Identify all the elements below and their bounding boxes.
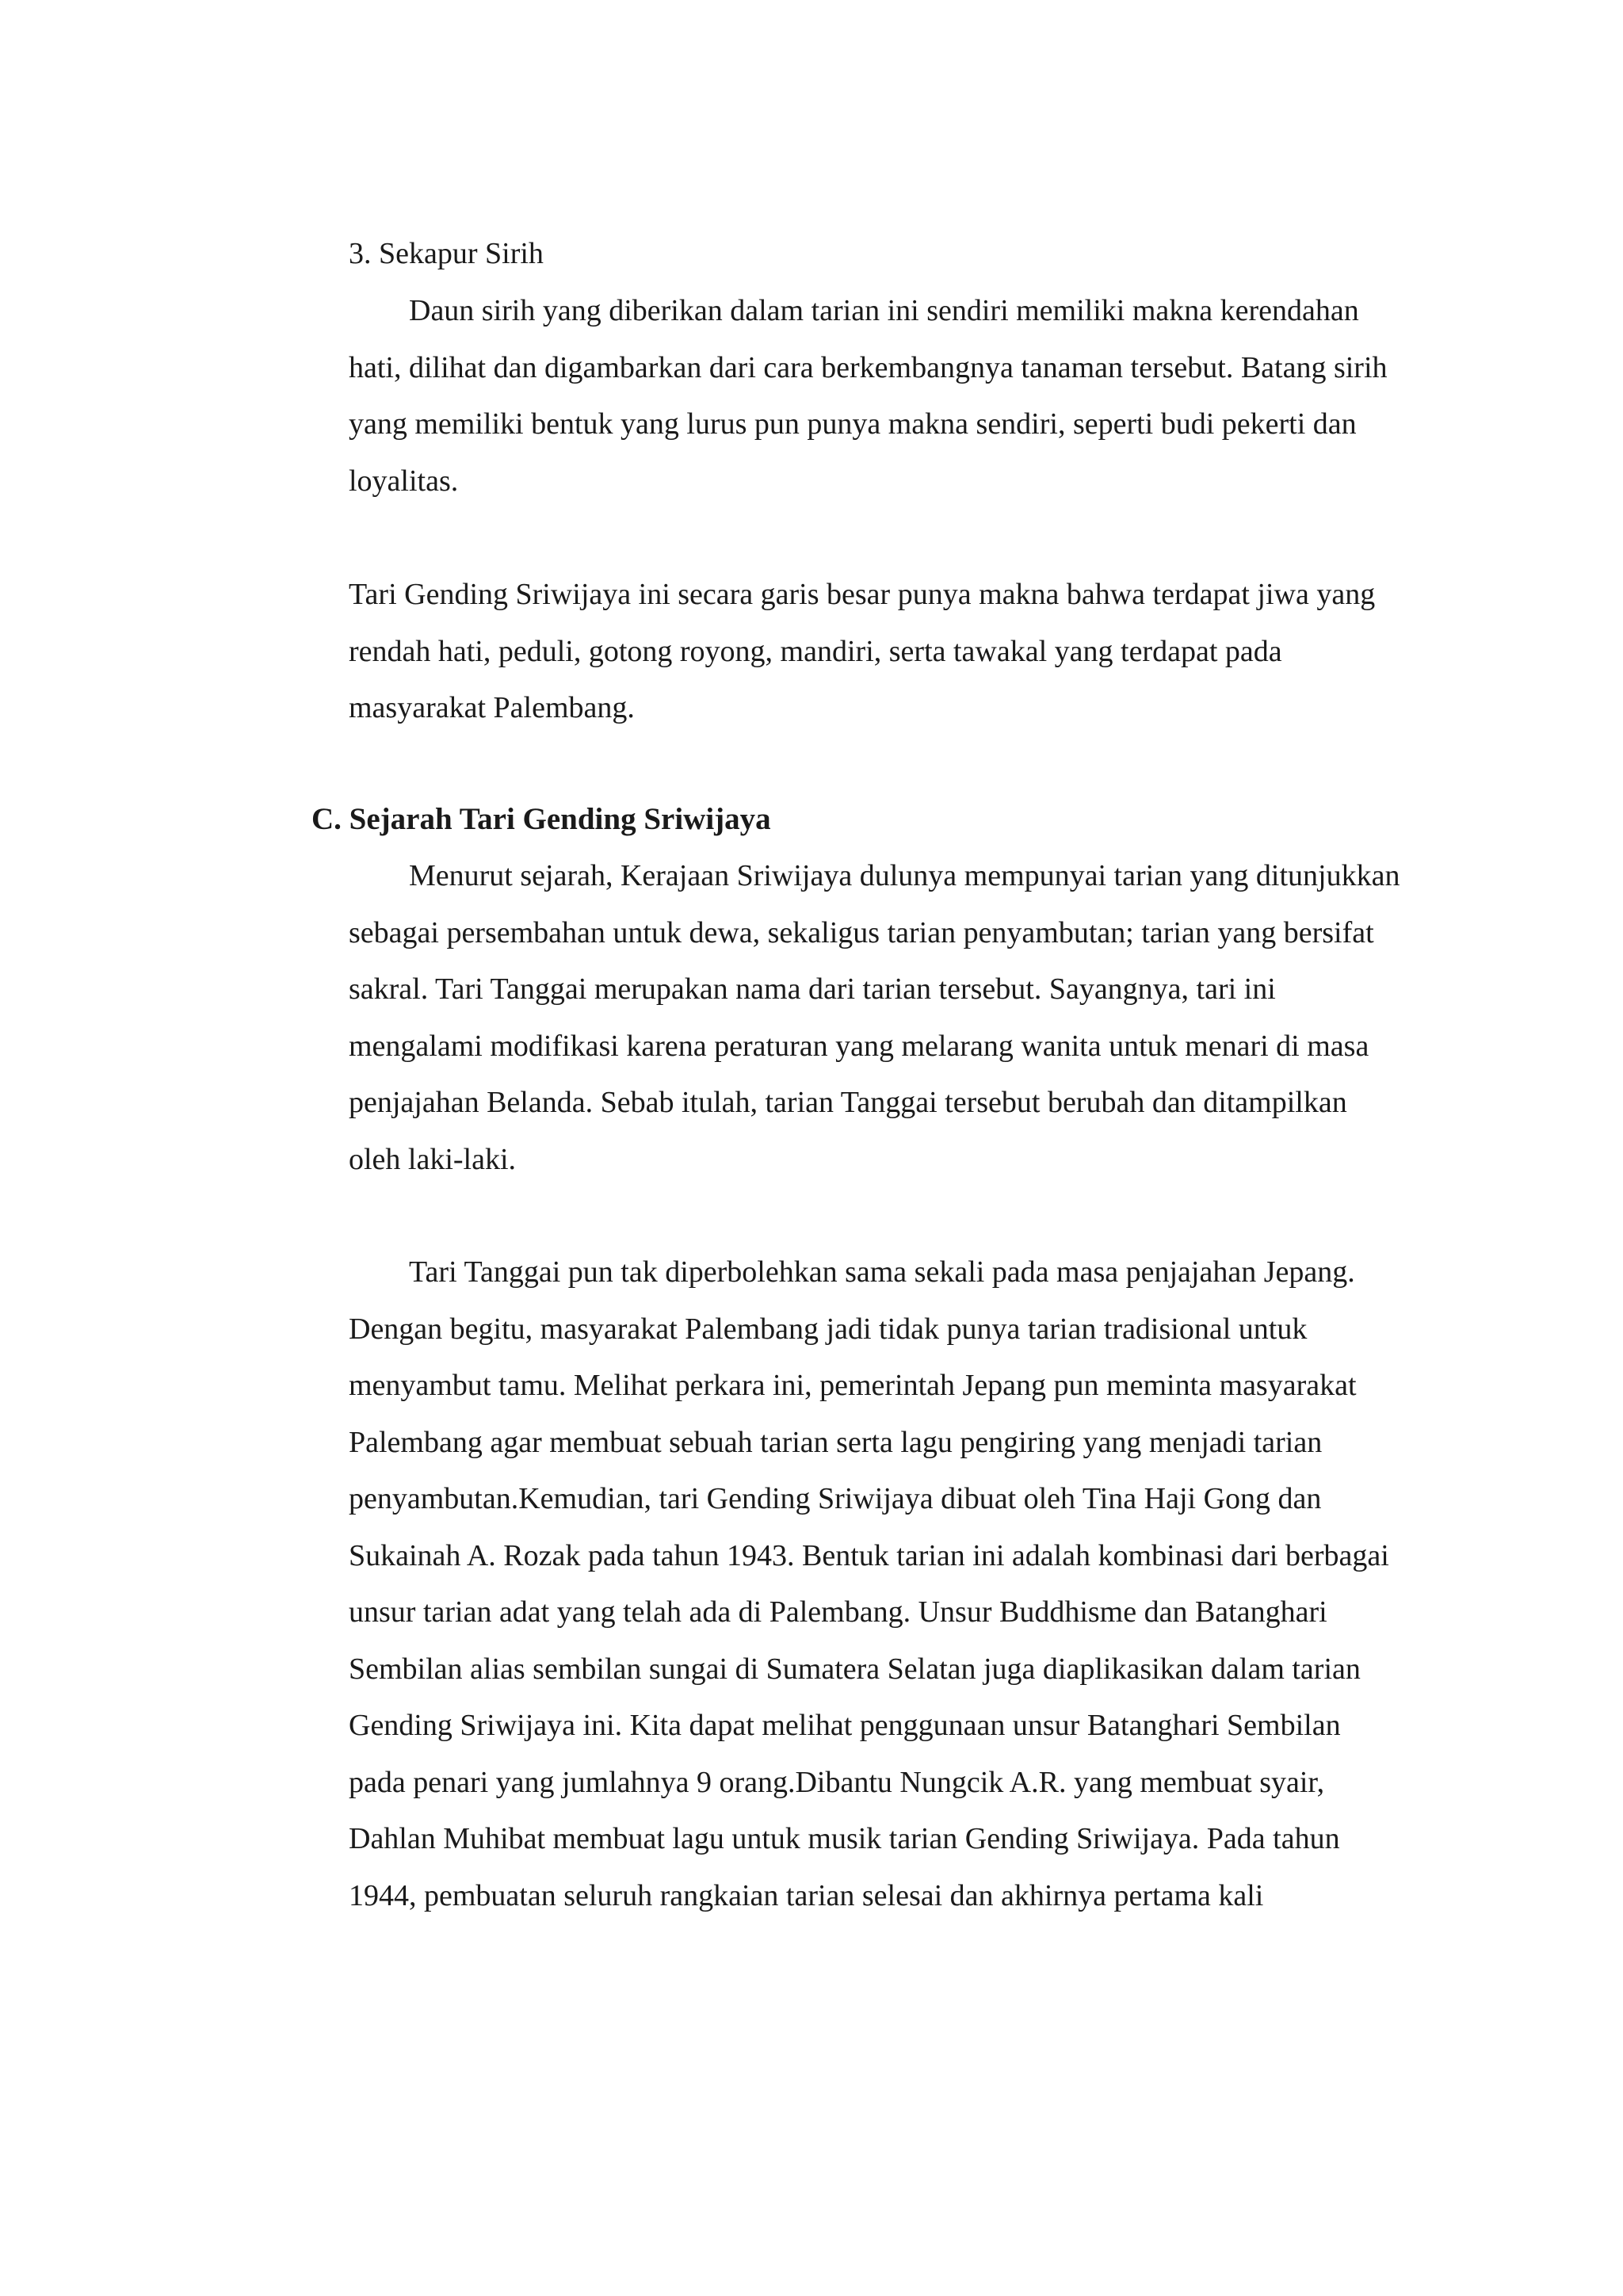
history-paragraph-1: Menurut sejarah, Kerajaan Sriwijaya dulunya mempunyai tarian yang ditunjukkan sebagai persembahan untuk dewa, sekaligus tarian penyambutan; tarian yang bersifat sakral. Tari Tanggai merupakan nama dari tarian tersebut. Sayangnya, tari ini mengalami modifikasi karena peraturan yang melarang wanita untuk menari di masa penjajahan Belanda. Sebab itulah, tarian Tanggai tersebut berubah dan ditampilkan oleh laki-laki. — [349, 859, 1400, 1176]
item-title: 3. Sekapur Sirih — [349, 237, 544, 270]
summary-paragraph: Tari Gending Sriwijaya ini secara garis besar punya makna bahwa terdapat jiwa yang rendah hati, peduli, gotong royong, mandiri, serta tawakal yang terdapat pada masyarakat Palembang. — [349, 578, 1376, 724]
item-paragraph: Daun sirih yang diberikan dalam tarian ini sendiri memiliki makna kerendahan hati, dilihat dan digambarkan dari cara berkembangnya tanaman tersebut. Batang sirih yang memiliki bentuk yang lurus pun punya makna sendiri, seperti budi pekerti dan loyalitas. — [349, 294, 1388, 498]
history-paragraph-2: Tari Tanggai pun tak diperbolehkan sama sekali pada masa penjajahan Jepang. Dengan begitu, masyarakat Palembang jadi tidak punya tarian tradisional untuk menyambut tamu. Melihat perkara ini, pemerintah Jepang pun meminta masyarakat Palembang agar membuat sebuah tarian serta lagu pengiring yang menjadi tarian penyambutan.Kemudian, tari Gending Sriwijaya dibuat oleh Tina Haji Gong dan Sukainah A. Rozak pada tahun 1943. Bentuk tarian ini adalah kombinasi dari berbagai unsur tarian adat yang telah ada di Palembang. Unsur Buddhisme dan Batanghari Sembilan alias sembilan sungai di Sumatera Selatan juga diaplikasikan dalam tarian Gending Sriwijaya ini. Kita dapat melihat penggunaan unsur Batanghari Sembilan pada penari yang jumlahnya 9 orang.Dibantu Nungcik A.R. yang membuat syair, Dahlan Muhibat membuat lagu untuk musik tarian Gending Sriwijaya. Pada tahun 1944, pembuatan seluruh rangkaian tarian selesai dan akhirnya pertama kali — [349, 1255, 1389, 1912]
section-heading: C. Sejarah Tari Gending Sriwijaya — [311, 802, 771, 836]
